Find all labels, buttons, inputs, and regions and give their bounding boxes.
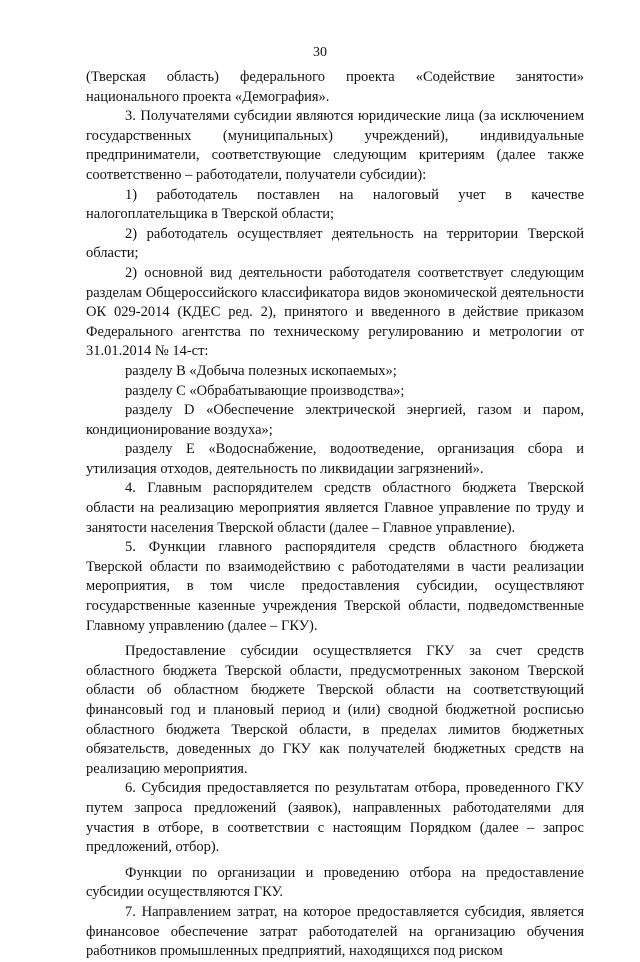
- section-d-item: разделу D «Обеспечение электрической энергией, газом и паром, кондиционирование воздуха»;: [86, 402, 584, 438]
- document-body: [86, 68, 584, 962]
- page-number: 30: [313, 45, 327, 60]
- criterion-main-activity: 2) основной вид деятельности работодателя соответствует следующим разделам Общероссийского классификатора видов экономической деятельности ОК 029-2014 (КДЕС ред. 2), принятого и введенного в действие приказом Федерального агентства по техническому регулированию и метрологии от 31.01.2014 № 14-ст:: [86, 264, 584, 360]
- criterion-territory: 2) работодатель осуществляет деятельность на территории Тверской области;: [86, 225, 584, 262]
- paragraph-item-6-selection: 6. Субсидия предоставляется по результатам отбора, проведенного ГКУ путем запроса предложений (заявок), направленных работодателями для участия в отборе, в соответствии с настоящим Порядком (далее – запрос предложений, отбор).: [86, 780, 584, 856]
- paragraph-item-5-functions: 5. Функции главного распорядителя средств областного бюджета Тверской области по взаимодействию с работодателями в части реализации мероприятия, в том числе предоставления субсидии, осуществляют государственные казенные учреждения Тверской области, подведомственные Главному управлению (далее – ГКУ).: [86, 539, 584, 634]
- section-b-item: разделу B «Добыча полезных ископаемых»;: [125, 362, 397, 379]
- paragraph-item-4-main-administrator: 4. Главным распорядителем средств областного бюджета Тверской области на реализацию мероприятия является Главное управление по труду и занятости населения Тверской области (далее – Главное управление).: [86, 480, 584, 536]
- section-c-item: разделу C «Обрабатывающие производства»;: [125, 382, 405, 399]
- paragraph-continuation: (Тверская область) федерального проекта «Содействие занятости» национального проекта «Демография».: [86, 69, 584, 105]
- section-e-item: разделу E «Водоснабжение, водоотведение, организация сбора и утилизация отходов, деятельность по ликвидации загрязнений».: [86, 441, 584, 477]
- paragraph-item-7-direction: 7. Направлением затрат, на которое предоставляется субсидия, является финансовое обеспечение затрат работодателей на организацию обучения работников промышленных предприятий, находящихся под риском: [86, 903, 584, 960]
- criterion-tax-registration: 1) работодатель поставлен на налоговый учет в качестве налогоплательщика в Тверской области;: [86, 186, 584, 223]
- paragraph-subsidy-funding: Предоставление субсидии осуществляется ГКУ за счет средств областного бюджета Тверской области, предусмотренных законом Тверской области об областном бюджете Тверской области на соответствующий финансовый год и плановый период и (или) сводной бюджетной росписью областного бюджета Тверской области, в пределах лимитов бюджетных обязательств, доведенных до ГКУ как получателей бюджетных средств на реализацию мероприятия.: [86, 643, 584, 777]
- paragraph-selection-functions: Функции по организации и проведению отбора на предоставление субсидии осуществляются ГКУ.: [86, 864, 584, 901]
- paragraph-item-3-recipients: 3. Получателями субсидии являются юридические лица (за исключением государственных (муниципальных) учреждений), индивидуальные предприниматели, соответствующие следующим критериям (далее также соответственно – работодатели, получатели субсидии):: [86, 108, 584, 183]
